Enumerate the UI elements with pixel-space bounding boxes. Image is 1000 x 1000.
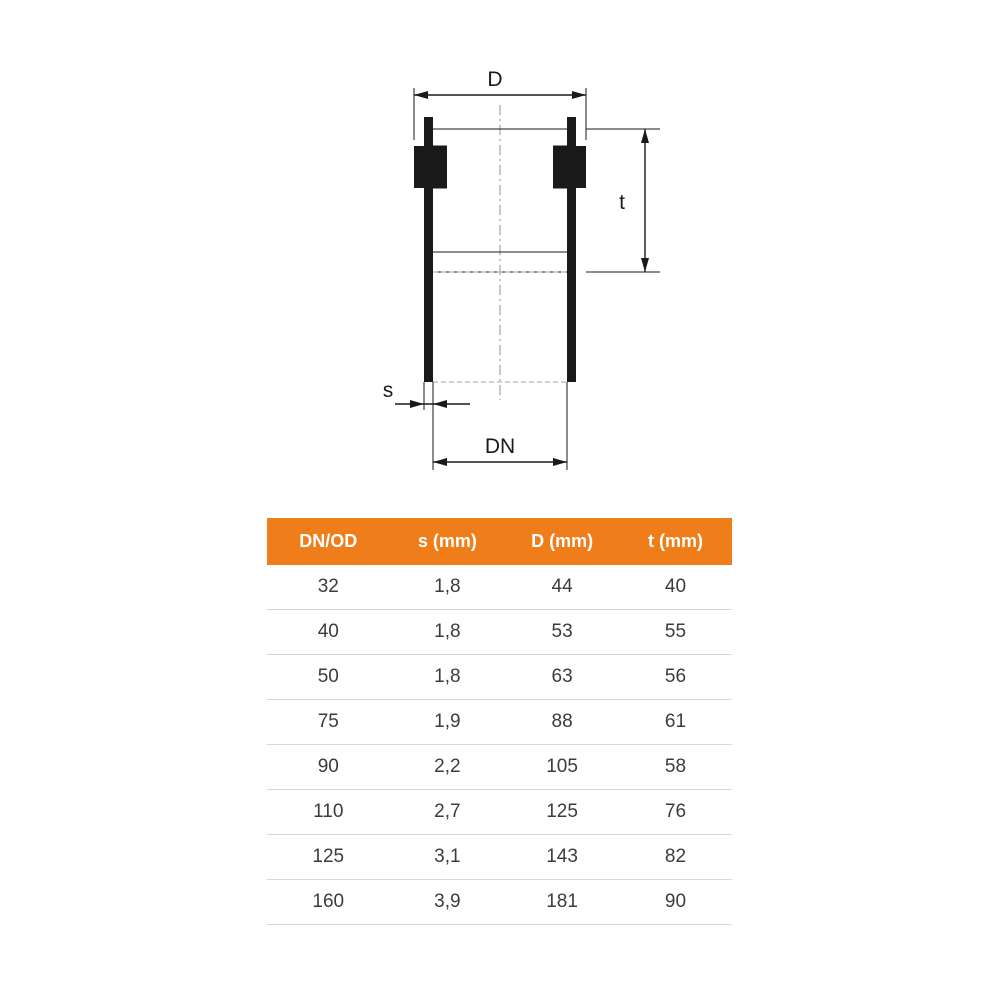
table-body: [267, 565, 732, 925]
cell-dn: 32: [267, 565, 390, 610]
cell-dn: 40: [267, 610, 390, 655]
cell-t: 55: [619, 610, 732, 655]
table-row: [267, 700, 732, 745]
cell-d: 44: [505, 565, 619, 610]
cell-s: 1,8: [390, 610, 506, 655]
table-row: [267, 565, 732, 610]
cell-d: 105: [505, 745, 619, 790]
label-d: D: [487, 68, 503, 91]
table-header-row: [267, 518, 732, 565]
cell-dn: 160: [267, 880, 390, 925]
cell-s: 2,7: [390, 790, 506, 835]
table-row: [267, 790, 732, 835]
dimension-dn: [433, 435, 567, 466]
label-s: s: [382, 379, 394, 402]
cell-t: 56: [619, 655, 732, 700]
table-row: [267, 835, 732, 880]
table-header: [267, 518, 732, 565]
cell-d: 125: [505, 790, 619, 835]
dimension-extension-lines: [414, 88, 660, 470]
cell-t: 61: [619, 700, 732, 745]
cell-s: 1,8: [390, 565, 506, 610]
cell-d: 88: [505, 700, 619, 745]
column-header-t: t (mm): [619, 518, 732, 565]
cell-dn: 50: [267, 655, 390, 700]
cell-dn: 90: [267, 745, 390, 790]
cell-t: 58: [619, 745, 732, 790]
column-header-d: D (mm): [505, 518, 619, 565]
dimensions-table: [267, 518, 732, 925]
cell-t: 90: [619, 880, 732, 925]
table-row: [267, 745, 732, 790]
cell-s: 3,1: [390, 835, 506, 880]
cell-s: 3,9: [390, 880, 506, 925]
dimension-t: [619, 129, 649, 272]
cell-dn: 75: [267, 700, 390, 745]
table-row: [267, 610, 732, 655]
dimension-d: [414, 68, 586, 99]
column-header-dn-od: DN/OD: [267, 518, 390, 565]
cell-t: 76: [619, 790, 732, 835]
cell-d: 143: [505, 835, 619, 880]
cell-t: 40: [619, 565, 732, 610]
cell-d: 181: [505, 880, 619, 925]
cell-t: 82: [619, 835, 732, 880]
cell-dn: 125: [267, 835, 390, 880]
cell-dn: 110: [267, 790, 390, 835]
cell-s: 1,9: [390, 700, 506, 745]
dimension-s: [383, 379, 470, 408]
cell-s: 1,8: [390, 655, 506, 700]
table-row: [267, 655, 732, 700]
cell-d: 63: [505, 655, 619, 700]
label-t: t: [619, 191, 625, 214]
cell-s: 2,2: [390, 745, 506, 790]
table-row: [267, 880, 732, 925]
cell-d: 53: [505, 610, 619, 655]
column-header-s: s (mm): [390, 518, 506, 565]
label-dn: DN: [484, 435, 516, 458]
